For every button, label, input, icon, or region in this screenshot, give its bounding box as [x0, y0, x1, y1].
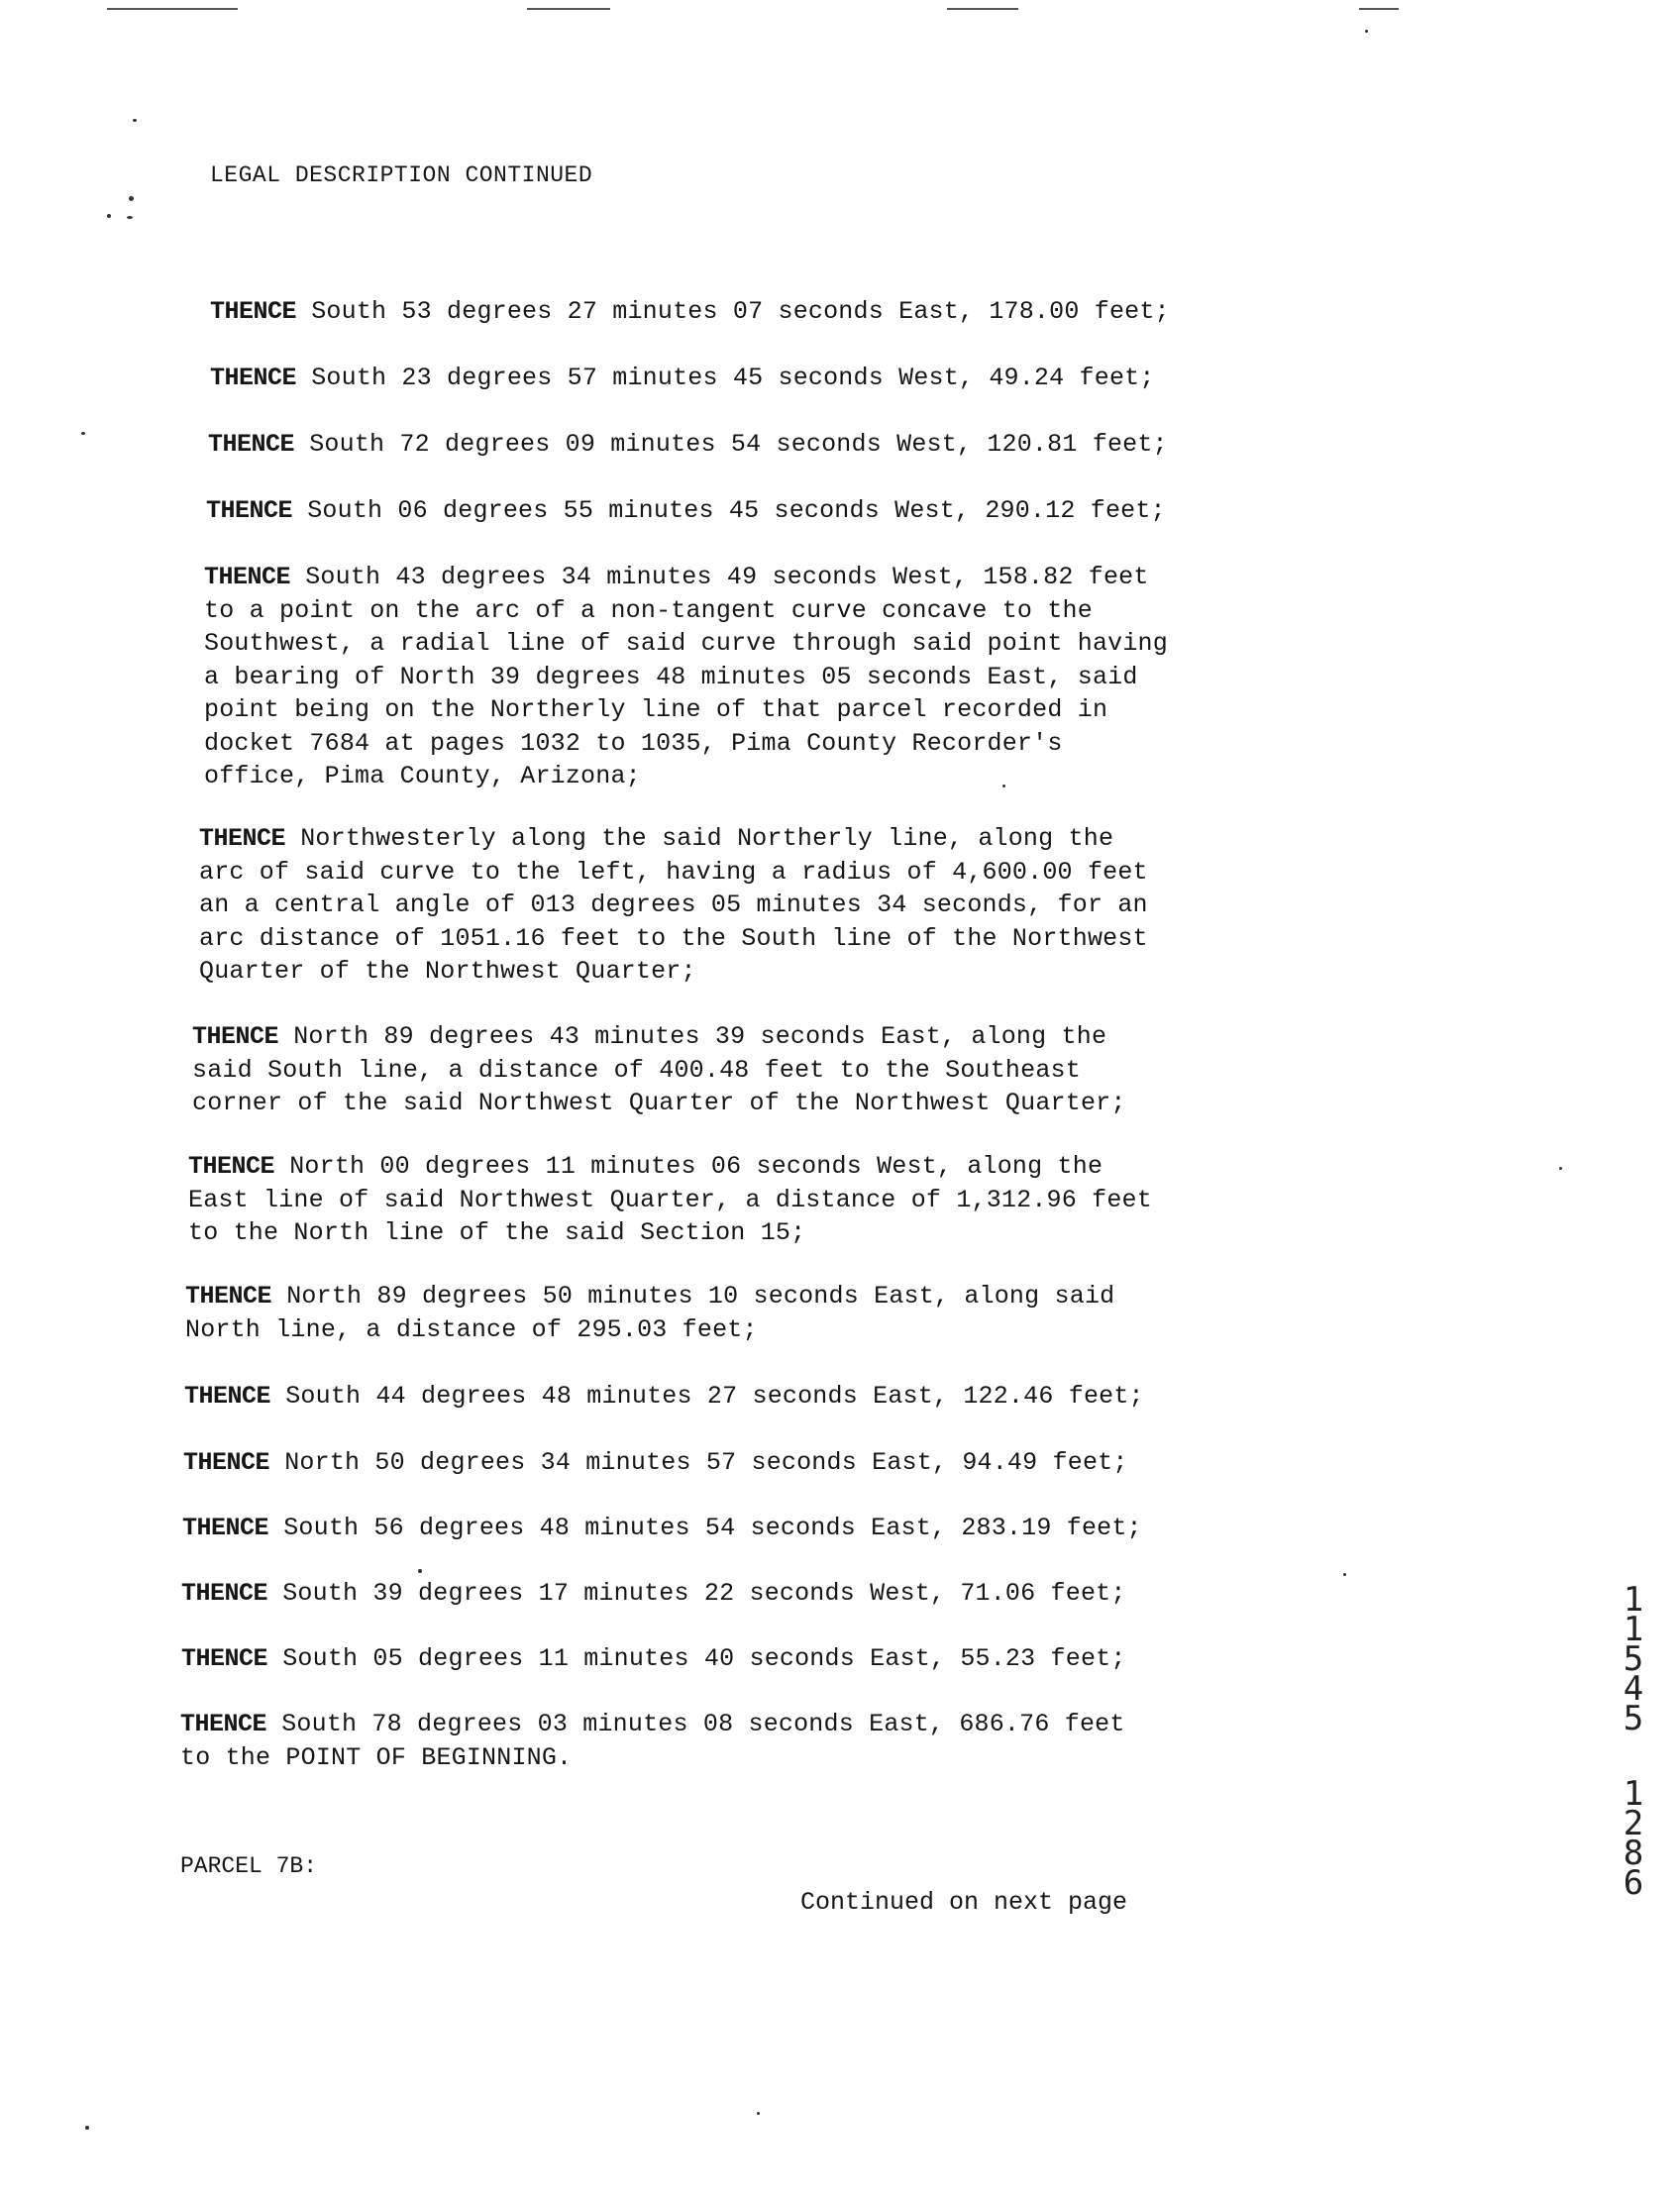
scan-artifact: [757, 2112, 760, 2115]
course-paragraph: [199, 822, 1148, 989]
course-line: South 23 degrees 57 minutes 45 seconds West, 49.24 feet;: [296, 364, 1155, 392]
course-line: North 50 degrees 34 minutes 57 seconds East, 94.49 feet;: [269, 1448, 1128, 1477]
scan-artifact: [107, 8, 238, 10]
course-line: docket 7684 at pages 1032 to 1035, Pima County Recorder's: [204, 728, 1063, 758]
parcel-label: PARCEL 7B:: [180, 1853, 318, 1879]
course-line: Southwest, a radial line of said curve through said point having: [204, 629, 1168, 658]
course-lead-word: THENCE: [180, 1710, 267, 1738]
course-paragraph: [180, 1708, 1125, 1774]
course-lead-word: THENCE: [184, 1382, 271, 1411]
course-line: South 05 degrees 11 minutes 40 seconds East, 55.23 feet;: [267, 1644, 1126, 1673]
course-lead-word: THENCE: [181, 1579, 268, 1608]
course-line: South 44 degrees 48 minutes 27 seconds East, 122.46 feet;: [270, 1382, 1144, 1411]
course-paragraph: [188, 1150, 1152, 1250]
course-line: Quarter of the Northwest Quarter;: [199, 957, 696, 986]
scan-artifact: [527, 8, 610, 10]
course-line: said South line, a distance of 400.48 feet to the Southeast: [192, 1055, 1081, 1085]
course-paragraph: [210, 295, 1170, 329]
course-line: arc of said curve to the left, having a radius of 4,600.00 feet: [199, 857, 1148, 887]
scan-artifact: [418, 1569, 422, 1573]
stamp-digit: 5: [1623, 1639, 1644, 1679]
course-line: South 56 degrees 48 minutes 54 seconds East, 283.19 feet;: [268, 1514, 1142, 1542]
course-lead-word: THENCE: [181, 1644, 268, 1673]
scan-artifact: [947, 8, 1018, 10]
course-paragraph: [206, 494, 1166, 528]
course-line: arc distance of 1051.16 feet to the South line of the Northwest: [199, 923, 1148, 953]
margin-stamp-docket: [1621, 1580, 1646, 1738]
course-line: South 78 degrees 03 minutes 08 seconds East, 686.76 feet: [266, 1710, 1125, 1738]
course-line: North 00 degrees 11 minutes 06 seconds West, along the: [274, 1152, 1103, 1181]
stamp-digit: 5: [1623, 1699, 1644, 1738]
course-lead-word: THENCE: [192, 1022, 279, 1051]
course-line: a bearing of North 39 degrees 48 minutes 05 seconds East, said: [204, 662, 1138, 691]
scan-artifact: [85, 2126, 89, 2130]
course-lead-word: THENCE: [185, 1282, 272, 1311]
course-line: an a central angle of 013 degrees 05 minutes 34 seconds, for an: [199, 891, 1148, 919]
course-line: to the North line of the said Section 15;: [188, 1218, 806, 1247]
stamp-digit: 8: [1623, 1834, 1644, 1873]
course-paragraph: [208, 428, 1168, 462]
course-line: corner of the said Northwest Quarter of the Northwest Quarter;: [192, 1089, 1126, 1117]
stamp-digit: 1: [1623, 1580, 1644, 1620]
course-line: Northwesterly along the said Northerly line, along the: [285, 824, 1114, 853]
course-paragraph: [182, 1512, 1142, 1545]
course-line: North 89 degrees 43 minutes 39 seconds East, along the: [278, 1022, 1107, 1051]
course-line: South 06 degrees 55 minutes 45 seconds West, 290.12 feet;: [292, 496, 1166, 525]
course-lead-word: THENCE: [188, 1152, 275, 1181]
course-lead-word: THENCE: [206, 496, 293, 525]
course-lead-word: THENCE: [210, 364, 297, 392]
course-line: South 39 degrees 17 minutes 22 seconds West, 71.06 feet;: [267, 1579, 1126, 1608]
scan-artifact: [81, 432, 85, 435]
scan-artifact: [127, 216, 133, 219]
stamp-digit: 4: [1623, 1669, 1644, 1709]
course-line: North 89 degrees 50 minutes 10 seconds East, along said: [271, 1282, 1115, 1311]
course-paragraph: [184, 1380, 1144, 1414]
course-lead-word: THENCE: [208, 430, 295, 459]
stamp-digit: 6: [1623, 1863, 1644, 1903]
course-lead-word: THENCE: [183, 1448, 270, 1477]
stamp-digit: 2: [1623, 1804, 1644, 1843]
section-heading: LEGAL DESCRIPTION CONTINUED: [210, 162, 593, 188]
scan-artifact: [1365, 30, 1368, 33]
course-paragraph: [210, 362, 1155, 395]
course-line: point being on the Northerly line of that parcel recorded in: [204, 695, 1108, 724]
scan-artifact: [1359, 8, 1399, 10]
scan-artifact: [133, 119, 137, 122]
course-line: to the POINT OF BEGINNING.: [180, 1742, 573, 1772]
continued-note: Continued on next page: [800, 1888, 1128, 1917]
scan-artifact: [1559, 1167, 1562, 1170]
course-line: office, Pima County, Arizona;: [204, 762, 641, 790]
course-line: South 72 degrees 09 minutes 54 seconds West, 120.81 feet;: [294, 430, 1168, 459]
course-paragraph: [181, 1642, 1126, 1676]
course-paragraph: [183, 1446, 1128, 1480]
course-paragraph: [181, 1577, 1126, 1611]
course-lead-word: THENCE: [210, 297, 297, 326]
course-lead-word: THENCE: [182, 1514, 269, 1542]
course-line: East line of said Northwest Quarter, a distance of 1,312.96 feet: [188, 1185, 1152, 1214]
course-line: North line, a distance of 295.03 feet;: [185, 1314, 758, 1344]
stamp-digit: 1: [1623, 1774, 1644, 1814]
scan-artifact: [1343, 1573, 1346, 1576]
course-lead-word: THENCE: [199, 824, 286, 853]
course-paragraph: [185, 1280, 1114, 1346]
stamp-digit: 1: [1623, 1610, 1644, 1649]
scan-artifact: [107, 214, 111, 218]
margin-stamp-page: [1621, 1774, 1646, 1903]
course-lead-word: THENCE: [204, 563, 291, 591]
course-line: South 43 degrees 34 minutes 49 seconds West, 158.82 feet: [290, 563, 1149, 591]
course-line: South 53 degrees 27 minutes 07 seconds East, 178.00 feet;: [296, 297, 1170, 326]
course-paragraph: [204, 561, 1168, 793]
course-paragraph: [192, 1020, 1126, 1120]
scan-artifact: [129, 196, 134, 201]
course-line: to a point on the arc of a non-tangent curve concave to the: [204, 595, 1093, 625]
